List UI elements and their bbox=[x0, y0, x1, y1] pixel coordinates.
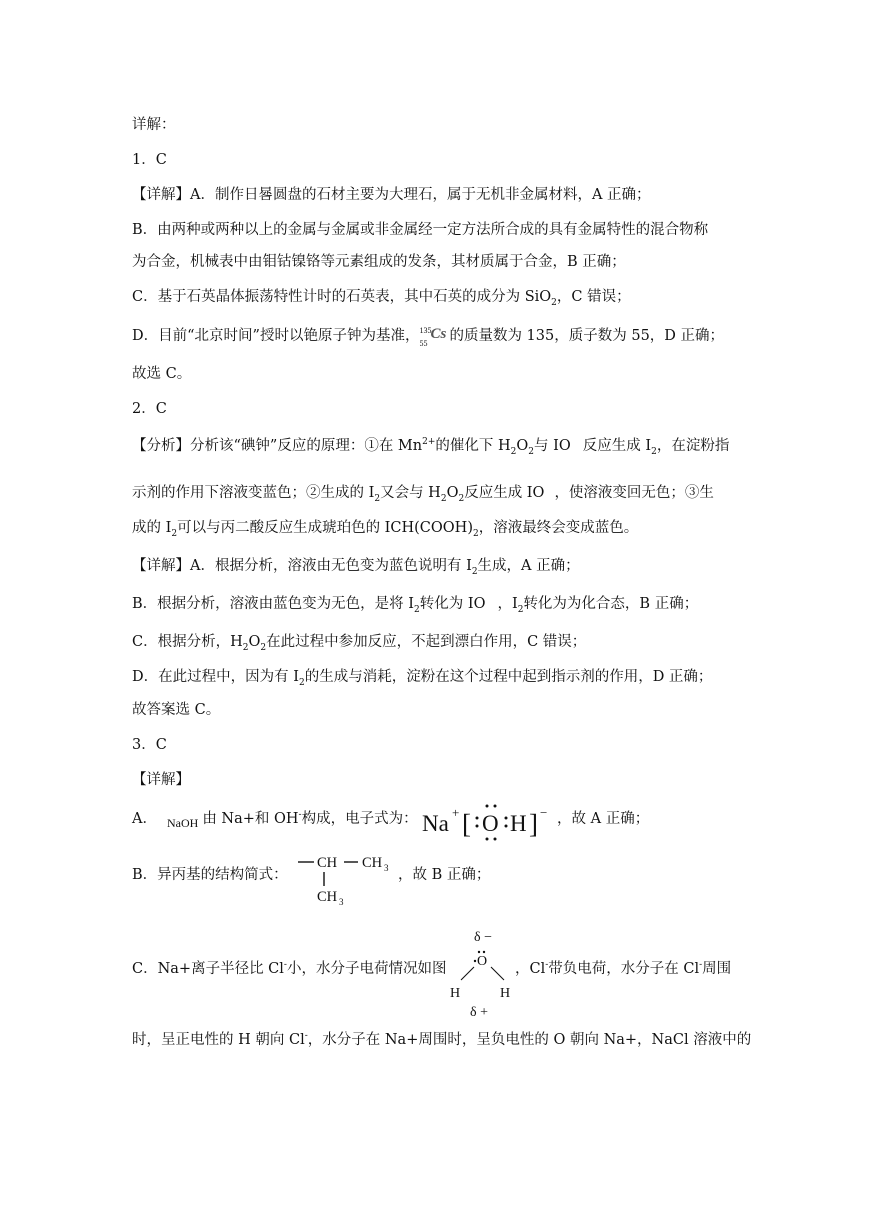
subscript: 2 bbox=[458, 493, 465, 504]
q3-option-c bbox=[132, 959, 446, 979]
q3-continuation bbox=[132, 1030, 751, 1050]
text: O bbox=[516, 438, 529, 454]
text: 转化为 IO bbox=[419, 596, 486, 612]
text: 构成，电子式为： bbox=[301, 811, 418, 827]
q3-answer: 3．C bbox=[132, 737, 167, 753]
ch-group: CH bbox=[317, 855, 338, 871]
hydrogen-symbol: H bbox=[510, 811, 527, 836]
ch3-group-right: CH bbox=[362, 855, 383, 871]
close-bracket: ] bbox=[529, 809, 538, 839]
text: 可以与丙二酸反应生成琥珀色的 ICH(COOH) bbox=[177, 520, 473, 536]
partial-negative-label: δ − bbox=[474, 930, 492, 945]
text: A．根据分析，溶液由无色变为蓝色说明有 I bbox=[190, 558, 472, 574]
isopropyl-structure bbox=[296, 850, 400, 910]
q1-answer: 1．C bbox=[132, 152, 167, 168]
text: 转化为为化合态，B 正确； bbox=[523, 596, 699, 612]
q1-conclusion: 故选 C。 bbox=[132, 366, 192, 382]
element-symbol: Cs bbox=[430, 326, 447, 342]
subscript: 2 bbox=[551, 297, 557, 308]
partial-positive-label: δ + bbox=[470, 1005, 488, 1020]
text: ，溶液最终会变成蓝色。 bbox=[478, 520, 639, 536]
sodium-symbol: Na bbox=[422, 811, 449, 836]
q3-option-b: B．异丙基的结构简式： bbox=[132, 867, 288, 883]
oxygen-atom: O bbox=[477, 954, 488, 969]
text: 带负电荷，水分子在 Cl bbox=[548, 961, 700, 977]
q1-option-b-line2: 为合金，机械表中由钼钴镍铬等元素组成的发条，其材质属于合金，B 正确； bbox=[132, 254, 626, 270]
text: O bbox=[248, 634, 261, 650]
q2-answer: 2．C bbox=[132, 401, 167, 417]
water-svg bbox=[446, 925, 520, 1021]
cation-charge: + bbox=[452, 805, 460, 820]
text: A． bbox=[132, 811, 157, 827]
superscript: - bbox=[283, 960, 287, 971]
q1-option-a bbox=[132, 185, 651, 205]
q1-option-c bbox=[132, 287, 631, 307]
ch3-group-bottom: CH bbox=[317, 889, 338, 905]
q3-detail-tag: 【详解】 bbox=[132, 772, 190, 788]
superscript: - bbox=[298, 810, 302, 821]
text: ，在淀粉指 bbox=[656, 438, 730, 454]
q1-option-b-line1: B．由两种或两种以上的金属与金属或非金属经一定方法所合成的具有金属特性的混合物称 bbox=[132, 222, 709, 238]
q2-conclusion: 故答案选 C。 bbox=[132, 702, 221, 718]
text: 的生成与消耗，淀粉在这个过程中起到指示剂的作用，D 正确； bbox=[304, 669, 713, 685]
cesium-nuclide-symbol bbox=[419, 325, 449, 348]
subscript: 2 bbox=[242, 642, 249, 653]
text: D．在此过程中，因为有 I bbox=[132, 669, 299, 685]
subscript-3: 3 bbox=[339, 897, 344, 907]
text: C．Na+离子半径比 Cl bbox=[132, 961, 284, 977]
q2-analysis-line1 bbox=[132, 436, 729, 456]
q2-analysis-line2 bbox=[132, 483, 714, 503]
q3-b-end: ，故 B 正确； bbox=[398, 867, 491, 883]
subscript: 2 bbox=[414, 604, 420, 615]
detail-tag: 【详解】 bbox=[132, 558, 190, 574]
q1-c-end: ，C 错误； bbox=[556, 289, 631, 305]
text: 又会与 H bbox=[380, 485, 441, 501]
text: 由 Na+和 OH bbox=[202, 811, 299, 827]
text: 周围 bbox=[702, 961, 732, 977]
q2-option-d bbox=[132, 667, 712, 687]
electron-formula-svg bbox=[418, 800, 550, 842]
q2-option-a bbox=[132, 556, 580, 576]
naoh-electron-formula bbox=[418, 800, 550, 842]
q1-d-text: D．目前“北京时间”授时以铯原子钟为基准， bbox=[132, 328, 420, 344]
text: 示剂的作用下溶液变蓝色；②生成的 I bbox=[132, 485, 375, 501]
subscript: 2 bbox=[471, 566, 478, 577]
text: 反应生成 IO bbox=[464, 485, 545, 501]
atomic-number: 55 bbox=[419, 339, 428, 348]
text: 小，水分子电荷情况如图 bbox=[286, 961, 447, 977]
text: 与 IO bbox=[534, 438, 571, 454]
q2-option-b bbox=[132, 594, 698, 614]
text: O bbox=[446, 485, 459, 501]
text: 时，呈正电性的 H 朝向 Cl bbox=[132, 1032, 305, 1048]
superscript: - bbox=[304, 1031, 308, 1042]
subscript: 2 bbox=[528, 446, 535, 457]
subscript: 2 bbox=[260, 642, 267, 653]
section-heading: 详解： bbox=[132, 117, 176, 133]
subscript: 2 bbox=[171, 528, 178, 539]
subscript: 2 bbox=[472, 528, 479, 539]
text: C．根据分析，H bbox=[132, 634, 243, 650]
isopropyl-svg bbox=[296, 850, 400, 910]
q3-a-end: ，故 A 正确； bbox=[557, 811, 650, 827]
open-bracket: [ bbox=[462, 809, 471, 839]
subscript-3: 3 bbox=[384, 863, 389, 873]
q1-option-d bbox=[132, 325, 724, 346]
text: ，使溶液变回无色；③生 bbox=[554, 485, 714, 501]
text: 生成，A 正确； bbox=[477, 558, 580, 574]
water-molecule-diagram bbox=[446, 925, 520, 1021]
subscript: 2 bbox=[374, 493, 381, 504]
anion-charge: − bbox=[540, 805, 548, 820]
q3-option-a bbox=[132, 809, 418, 829]
q1-c-text: C．基于石英晶体振荡特性计时的石英表，其中石英的成分为 SiO bbox=[132, 289, 552, 305]
q3-c-end bbox=[515, 959, 731, 979]
text: ，水分子在 Na+周围时，呈负电性的 O 朝向 Na+，NaCl 溶液中的 bbox=[307, 1032, 752, 1048]
text: 反应生成 I bbox=[582, 438, 652, 454]
subscript: 2 bbox=[517, 604, 524, 615]
text: 的催化下 H bbox=[435, 438, 511, 454]
subscript: 2 bbox=[510, 446, 517, 457]
text: 分析该“碘钟”反应的原理：①在 Mn bbox=[190, 438, 423, 454]
superscript: - bbox=[545, 960, 549, 971]
hydrogen-atom-left: H bbox=[450, 986, 461, 1001]
hydrogen-atom-right: H bbox=[500, 986, 511, 1001]
q1-a-text: A．制作日晷圆盘的石材主要为大理石，属于无机非金属材料，A 正确； bbox=[190, 187, 651, 203]
text: 在此过程中参加反应，不起到漂白作用，C 错误； bbox=[266, 634, 587, 650]
analysis-tag: 【分析】 bbox=[132, 438, 190, 454]
mass-number: 135 bbox=[419, 326, 432, 335]
oxygen-symbol: O bbox=[482, 811, 499, 836]
detail-tag: 【详解】 bbox=[132, 187, 190, 203]
subscript: 2 bbox=[440, 493, 447, 504]
subscript: 2 bbox=[651, 446, 657, 457]
text: B．根据分析，溶液由蓝色变为无色，是将 I bbox=[132, 596, 414, 612]
text: 成的 I bbox=[132, 520, 172, 536]
superscript: 2+ bbox=[422, 437, 436, 448]
q2-option-c bbox=[132, 632, 586, 652]
q2-analysis-line3 bbox=[132, 518, 638, 538]
text: ，I bbox=[497, 596, 518, 612]
naoh-formula: NaOH bbox=[166, 816, 199, 830]
subscript: 2 bbox=[298, 677, 305, 688]
superscript: - bbox=[699, 960, 703, 971]
text: ，Cl bbox=[515, 961, 546, 977]
q1-d-end: 的质量数为 135，质子数为 55，D 正确； bbox=[449, 328, 725, 344]
